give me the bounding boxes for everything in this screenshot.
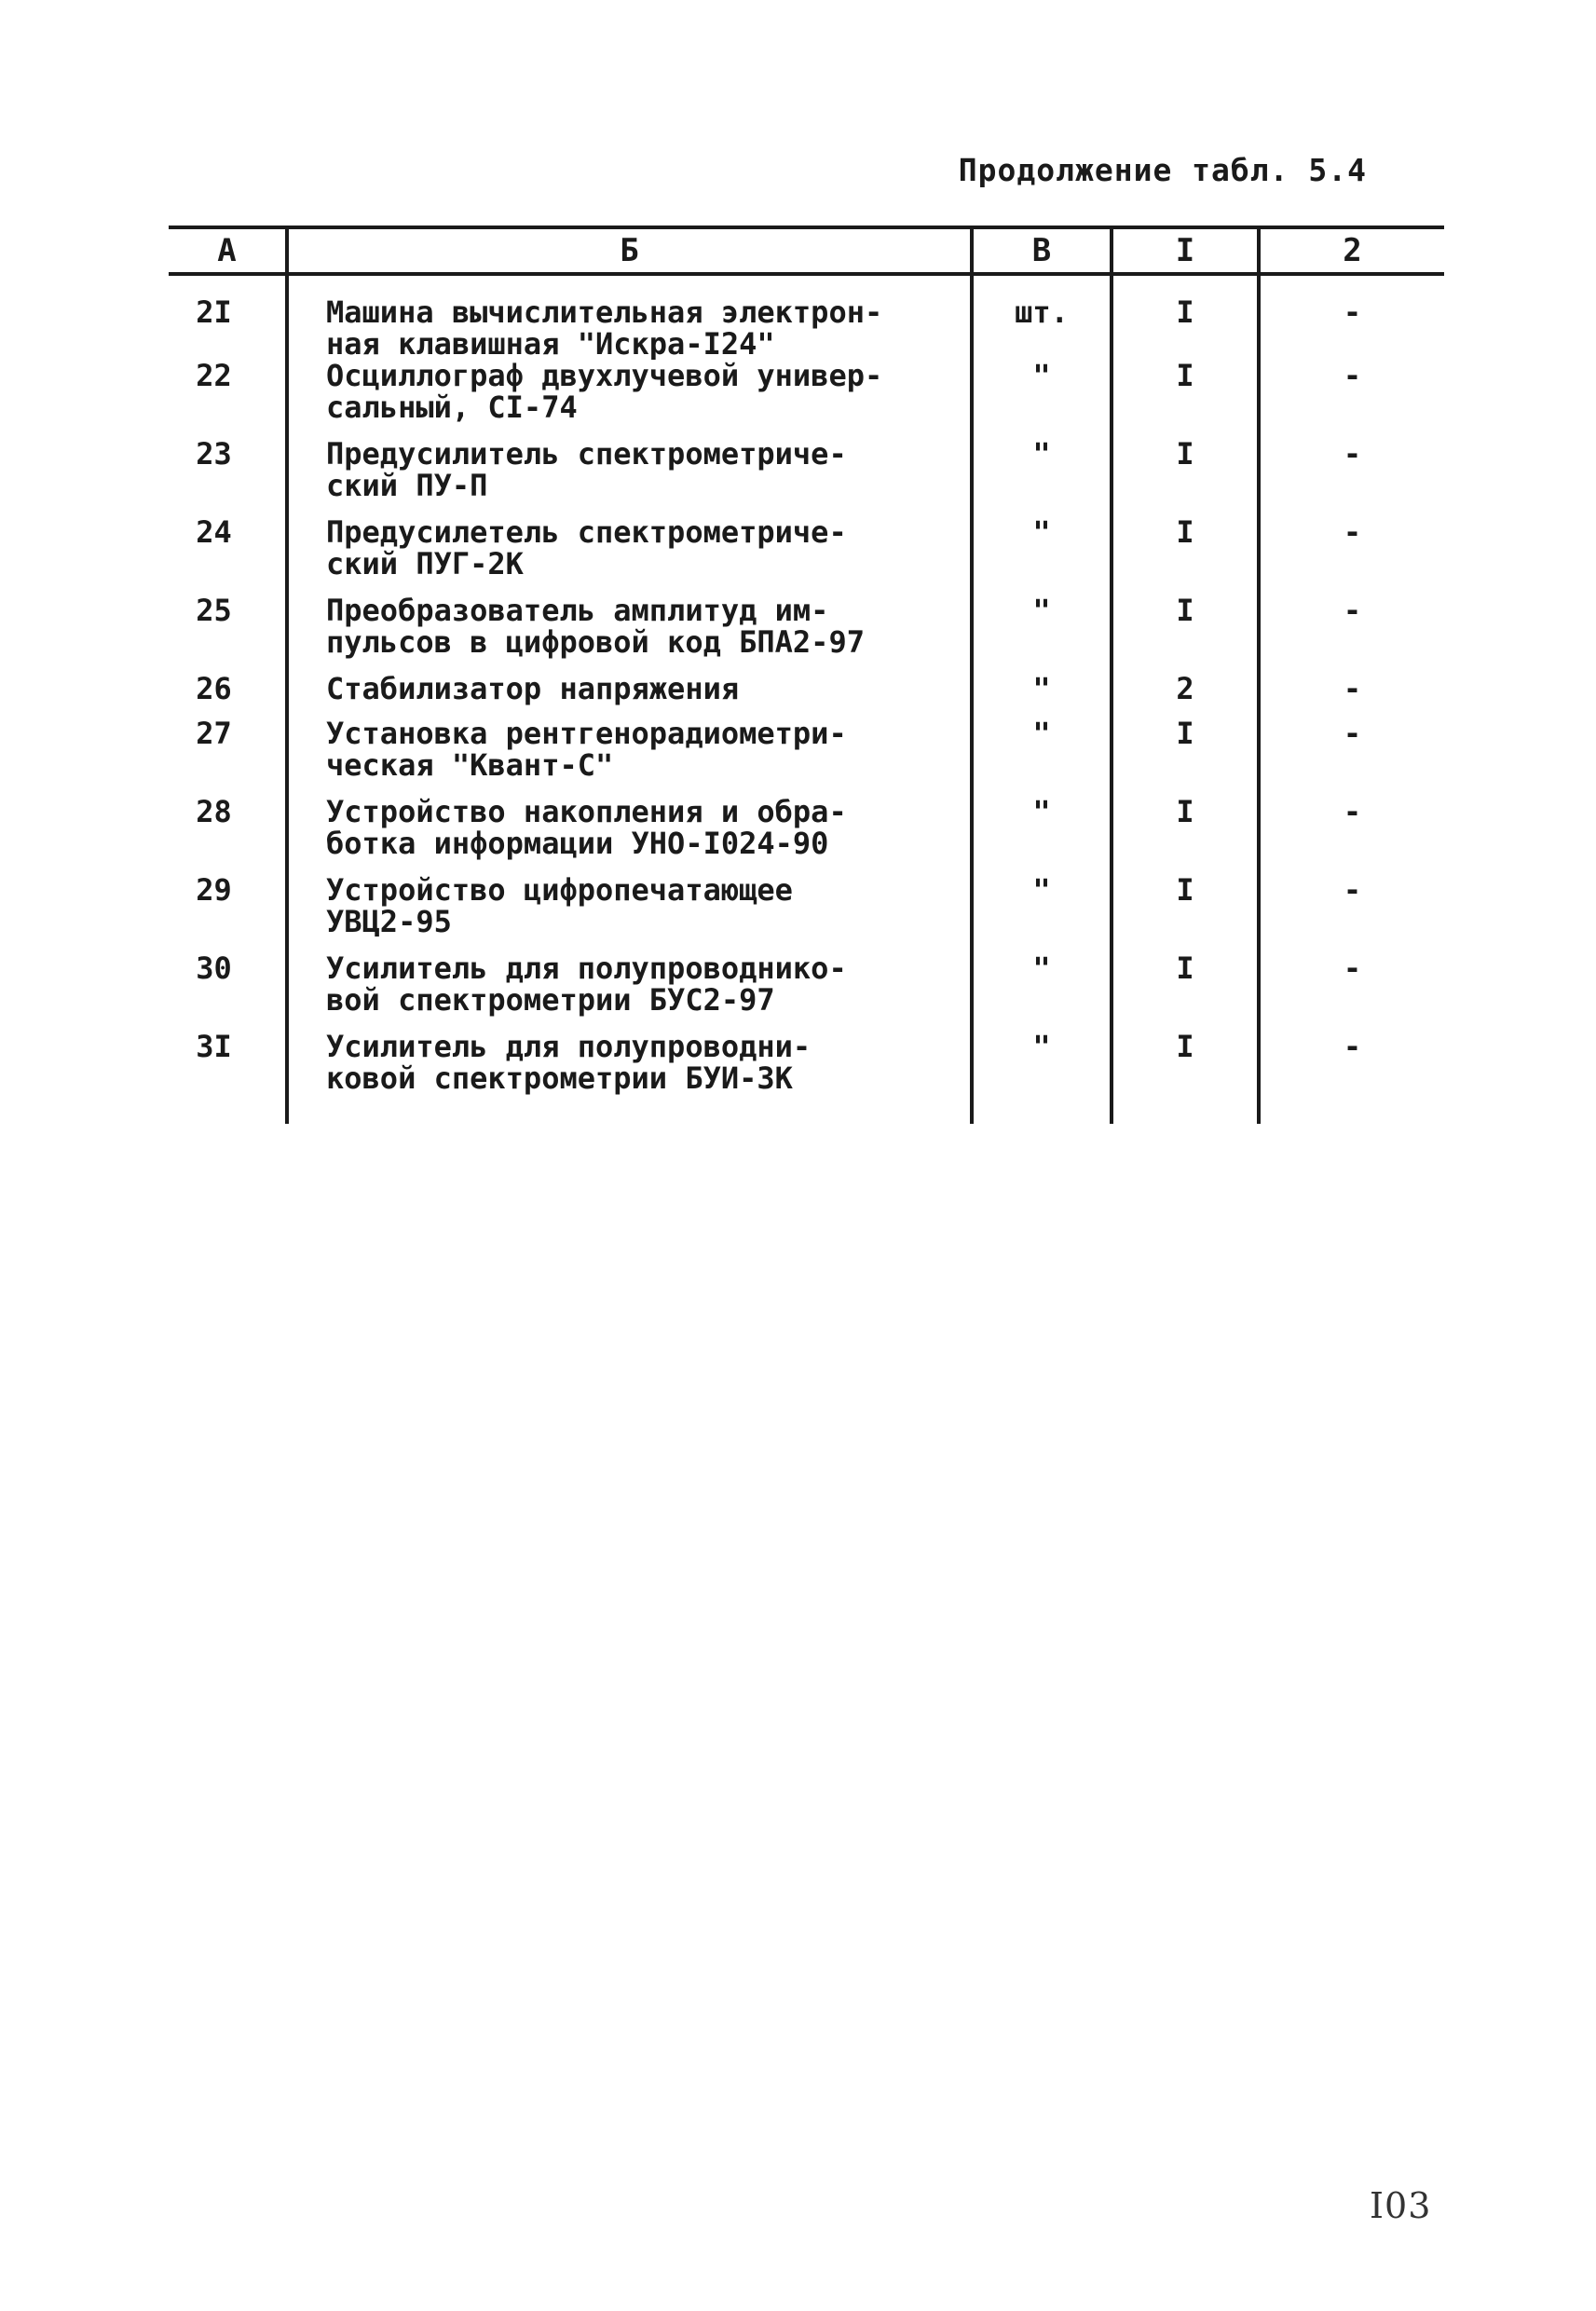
table-row xyxy=(169,718,1444,796)
row-number: 25 xyxy=(196,593,232,628)
item-name-line: ковой спектрометрии БУИ-3К xyxy=(326,1060,793,1096)
quantity-cell-1: I xyxy=(1112,595,1259,673)
column-header-2: 2 xyxy=(1259,227,1444,274)
item-name-line: ский ПУГ-2К xyxy=(326,546,524,581)
quantity-cell-1: I xyxy=(1112,438,1259,516)
item-name-line: Предусилетель спектрометриче- xyxy=(326,516,847,550)
quantity-cell-1: I xyxy=(1112,1031,1259,1124)
item-name-line: пульсов в цифровой код БПА2-97 xyxy=(326,624,865,660)
item-name xyxy=(287,274,972,360)
unit-cell: " xyxy=(972,438,1112,516)
unit-cell: " xyxy=(972,1031,1112,1124)
item-name-line: ная клавишная "Искра-I24" xyxy=(326,326,775,360)
quantity-cell-2: - xyxy=(1259,952,1444,1031)
table-row xyxy=(169,595,1444,673)
quantity-cell-2: - xyxy=(1259,360,1444,438)
row-number: 28 xyxy=(196,794,232,829)
table-row xyxy=(169,796,1444,874)
row-number: 24 xyxy=(196,514,232,550)
item-name-line: УВЦ2-95 xyxy=(326,904,452,939)
item-name-line: Стабилизатор напряжения xyxy=(326,673,740,706)
table-row xyxy=(169,1031,1444,1124)
column-header-1: I xyxy=(1112,227,1259,274)
table-body xyxy=(169,274,1444,1124)
quantity-cell-2: - xyxy=(1259,274,1444,360)
quantity-cell-1: I xyxy=(1112,360,1259,438)
table-row xyxy=(169,360,1444,438)
column-header-a: А xyxy=(169,227,287,274)
unit-cell: " xyxy=(972,796,1112,874)
quantity-cell-1: 2 xyxy=(1112,673,1259,718)
item-name-line: Преобразователь амплитуд им- xyxy=(326,595,829,628)
item-name-line: Устройство накопления и обра- xyxy=(326,796,847,829)
quantity-cell-1: I xyxy=(1112,796,1259,874)
unit-cell: " xyxy=(972,673,1112,718)
page-number: I03 xyxy=(1370,2185,1432,2226)
item-name xyxy=(287,360,972,438)
item-name-line: ский ПУ-П xyxy=(326,468,488,503)
row-number: 30 xyxy=(196,950,232,986)
row-number: 3I xyxy=(196,1029,232,1064)
unit-cell: " xyxy=(972,516,1112,595)
row-number: 26 xyxy=(196,671,232,706)
unit-cell: " xyxy=(972,595,1112,673)
item-name-line: Осциллограф двухлучевой универ- xyxy=(326,360,883,393)
item-name xyxy=(287,718,972,796)
item-name-line: Усилитель для полупроводнико- xyxy=(326,952,847,986)
table-header xyxy=(169,227,1444,274)
equipment-table xyxy=(169,226,1444,1124)
quantity-cell-2: - xyxy=(1259,595,1444,673)
quantity-cell-2: - xyxy=(1259,673,1444,718)
row-number: 29 xyxy=(196,872,232,908)
row-number: 2I xyxy=(196,294,232,330)
quantity-cell-1: I xyxy=(1112,952,1259,1031)
unit-cell: " xyxy=(972,360,1112,438)
column-header-b: Б xyxy=(287,227,972,274)
table-row xyxy=(169,952,1444,1031)
row-number: 27 xyxy=(196,716,232,751)
table-row xyxy=(169,874,1444,952)
table-row xyxy=(169,438,1444,516)
item-name-line: ческая "Квант-С" xyxy=(326,747,614,783)
row-number: 22 xyxy=(196,358,232,393)
quantity-cell-2: - xyxy=(1259,1031,1444,1124)
item-name xyxy=(287,952,972,1031)
column-header-v: В xyxy=(972,227,1112,274)
quantity-cell-2: - xyxy=(1259,796,1444,874)
table-header-row xyxy=(169,227,1444,274)
item-name-line: Устройство цифропечатающее xyxy=(326,874,793,908)
quantity-cell-1: I xyxy=(1112,274,1259,360)
item-name-line: Машина вычислительная электрон- xyxy=(326,294,883,330)
unit-cell: шт. xyxy=(972,274,1112,360)
item-name xyxy=(287,516,972,595)
item-name xyxy=(287,673,972,718)
quantity-cell-2: - xyxy=(1259,516,1444,595)
item-name xyxy=(287,438,972,516)
item-name-line: Предусилитель спектрометриче- xyxy=(326,438,847,472)
quantity-cell-2: - xyxy=(1259,438,1444,516)
unit-cell: " xyxy=(972,718,1112,796)
table-row xyxy=(169,516,1444,595)
quantity-cell-2: - xyxy=(1259,874,1444,952)
item-name-line: вой спектрометрии БУС2-97 xyxy=(326,982,775,1018)
item-name xyxy=(287,874,972,952)
quantity-cell-2: - xyxy=(1259,718,1444,796)
item-name xyxy=(287,595,972,673)
item-name-line: Установка рентгенорадиометри- xyxy=(326,718,847,751)
item-name-line: сальный, CI-74 xyxy=(326,390,578,425)
item-name xyxy=(287,796,972,874)
unit-cell: " xyxy=(972,874,1112,952)
item-name xyxy=(287,1031,972,1124)
item-name-line: ботка информации УНО-I024-90 xyxy=(326,826,829,861)
quantity-cell-1: I xyxy=(1112,516,1259,595)
table-row xyxy=(169,673,1444,718)
unit-cell: " xyxy=(972,952,1112,1031)
table-row xyxy=(169,274,1444,360)
row-number: 23 xyxy=(196,436,232,472)
table-continuation-caption: Продолжение табл. 5.4 xyxy=(958,152,1367,188)
quantity-cell-1: I xyxy=(1112,718,1259,796)
quantity-cell-1: I xyxy=(1112,874,1259,952)
item-name-line: Усилитель для полупроводни- xyxy=(326,1031,812,1064)
